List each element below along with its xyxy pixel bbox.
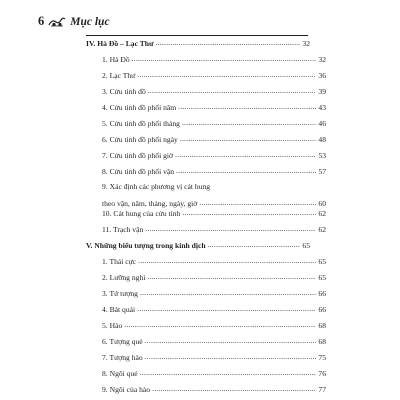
toc-entry-label: 2. Lạc Thư — [102, 71, 136, 80]
toc-entry — [86, 256, 326, 266]
toc-section-heading — [86, 38, 310, 48]
dot-leader — [138, 256, 316, 266]
toc-entry-label: 4. Bát quái — [102, 305, 136, 314]
dot-leader — [145, 352, 317, 362]
dot-leader — [182, 208, 316, 218]
toc-entry-label: 7. Tượng hào — [102, 353, 143, 362]
page-number: 6 — [38, 14, 45, 28]
toc-entry — [86, 118, 326, 128]
toc-entry-label-continued: theo vận, năm, tháng, ngày, giờ — [102, 199, 198, 208]
toc-page-number: 68 — [318, 337, 326, 346]
toc-entry-label: V. Những biểu tượng trong kinh dịch — [86, 241, 206, 250]
dot-leader — [124, 320, 316, 330]
toc-entry — [86, 224, 326, 234]
toc-entry-label: 9. Xác định các phương vị cát hung — [102, 182, 211, 191]
toc-page-number: 32 — [318, 55, 326, 64]
toc-page-number: 77 — [318, 385, 326, 394]
dot-leader — [147, 272, 316, 282]
toc-entry-multiline — [86, 182, 326, 208]
toc-entry-label: 10. Cát hung của cửu tinh — [102, 209, 181, 218]
toc-entry — [86, 86, 326, 96]
toc-entry — [86, 54, 326, 64]
toc-entry — [86, 288, 326, 298]
toc-page-number: 39 — [318, 87, 326, 96]
toc-entry-label: 1. Hà Đồ — [102, 55, 130, 64]
dot-leader — [140, 368, 317, 378]
dot-leader — [145, 224, 316, 234]
toc-entry — [86, 304, 326, 314]
dot-leader — [178, 102, 316, 112]
toc-page-number: 65 — [302, 241, 310, 250]
toc-entry — [86, 166, 326, 176]
toc-entry — [86, 150, 326, 160]
dot-leader — [208, 240, 301, 250]
toc-page-number: 32 — [302, 39, 310, 48]
toc-page-number: 66 — [318, 305, 326, 314]
toc-page-number: 43 — [318, 103, 326, 112]
toc-entry-label: 8. Ngôi quẻ — [102, 369, 138, 378]
toc-entry — [86, 368, 326, 378]
header-rule — [86, 35, 308, 36]
toc-entry — [86, 102, 326, 112]
toc-page-number: 75 — [318, 353, 326, 362]
dot-leader — [152, 384, 316, 394]
toc-entry-label: 5. Cửu tinh đồ phối tháng — [102, 119, 180, 128]
dot-leader — [175, 150, 316, 160]
toc-entry-label: 9. Ngôi của hào — [102, 385, 151, 394]
toc-entry — [86, 384, 326, 394]
toc-entry-label: 7. Cửu tinh đồ phối giờ — [102, 151, 173, 160]
page-header — [38, 14, 110, 29]
toc-page-number: 48 — [318, 135, 326, 144]
toc-entry-label: 11. Trạch vận — [102, 225, 144, 234]
dot-leader — [199, 198, 316, 208]
toc-entry-label: 3. Cửu tinh đồ — [102, 87, 146, 96]
dot-leader — [140, 288, 316, 298]
toc-page-number: 62 — [318, 225, 326, 234]
dot-leader — [176, 166, 316, 176]
toc-entry-label: 6. Cửu tinh đồ phối ngày — [102, 135, 178, 144]
toc-entry-label: 6. Tượng quẻ — [102, 337, 143, 346]
dot-leader — [180, 134, 317, 144]
dot-leader — [145, 336, 317, 346]
toc-page-number: 60 — [318, 199, 326, 208]
toc-entry — [86, 208, 326, 218]
toc-page-number: 65 — [318, 273, 326, 282]
toc-page-number: 66 — [318, 289, 326, 298]
toc-entry — [86, 134, 326, 144]
decorative-ornament-icon — [48, 16, 66, 28]
dot-leader — [148, 86, 317, 96]
dot-leader — [137, 304, 316, 314]
dot-leader — [132, 54, 317, 64]
toc-page-number: 68 — [318, 321, 326, 330]
page-title: Mục lục — [70, 15, 110, 28]
toc-page-number: 65 — [318, 257, 326, 266]
toc-entry — [86, 272, 326, 282]
toc-entry-label: 1. Thái cực — [102, 257, 137, 266]
toc-page-number: 57 — [318, 167, 326, 176]
toc-entry — [86, 70, 326, 80]
dot-leader — [137, 70, 316, 80]
toc-page-number: 62 — [318, 209, 326, 218]
toc-page-number: 53 — [318, 151, 326, 160]
toc-entry-label: 8. Cửu tinh đồ phối vận — [102, 167, 175, 176]
toc-entry-line2 — [102, 198, 326, 208]
toc-page-number: 46 — [318, 119, 326, 128]
toc-page-number: 36 — [318, 71, 326, 80]
toc-entry — [86, 320, 326, 330]
toc-entry-label: 5. Hào — [102, 321, 123, 330]
toc-entry-label: 4. Cửu tinh đồ phối năm — [102, 103, 177, 112]
toc-page-number: 76 — [318, 369, 326, 378]
toc-entry-label: IV. Hà Đồ – Lạc Thư — [86, 39, 154, 48]
toc-entry — [86, 336, 326, 346]
dot-leader — [182, 118, 316, 128]
dot-leader — [156, 38, 301, 48]
toc-entry-label: 3. Tứ tượng — [102, 289, 138, 298]
toc-entry-label: 2. Lưỡng nghi — [102, 273, 146, 282]
toc-section-heading — [86, 240, 310, 250]
toc-entry — [86, 352, 326, 362]
